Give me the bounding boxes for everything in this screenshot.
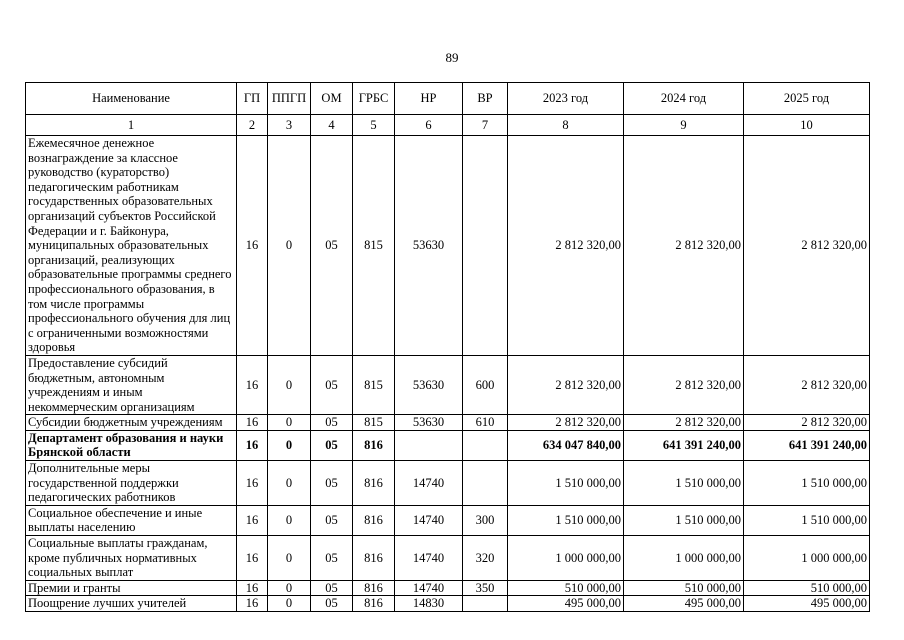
- ppgp-cell: 0: [268, 596, 311, 612]
- amount-2023: 2 812 320,00: [508, 136, 624, 356]
- row-name: Департамент образования и науки Брянской области: [26, 430, 237, 460]
- grbs-cell: 816: [353, 580, 395, 596]
- nr-cell: 53630: [395, 415, 463, 431]
- grbs-cell: 816: [353, 505, 395, 535]
- amount-2025: 2 812 320,00: [744, 136, 870, 356]
- budget-table: [25, 82, 870, 612]
- nr-cell: 14740: [395, 461, 463, 506]
- ppgp-cell: 0: [268, 136, 311, 356]
- vr-cell: 350: [463, 580, 508, 596]
- header-cell: ОМ: [311, 83, 353, 115]
- grbs-cell: 816: [353, 461, 395, 506]
- nr-cell: 53630: [395, 355, 463, 414]
- column-number: 8: [508, 115, 624, 136]
- amount-2024: 2 812 320,00: [624, 355, 744, 414]
- amount-2024: 495 000,00: [624, 596, 744, 612]
- amount-2023: 2 812 320,00: [508, 355, 624, 414]
- row-name: Социальные выплаты гражданам, кроме публичных нормативных социальных выплат: [26, 536, 237, 581]
- column-number: 3: [268, 115, 311, 136]
- gp-cell: 16: [237, 415, 268, 431]
- grbs-cell: 816: [353, 536, 395, 581]
- grbs-cell: 815: [353, 355, 395, 414]
- amount-2023: 2 812 320,00: [508, 415, 624, 431]
- header-cell: Наименование: [26, 83, 237, 115]
- grbs-cell: 815: [353, 415, 395, 431]
- column-number: 2: [237, 115, 268, 136]
- row-name: Дополнительные меры государственной поддержки педагогических работников: [26, 461, 237, 506]
- row-name: Предоставление субсидий бюджетным, автономным учреждениям и иным некоммерческим организациям: [26, 355, 237, 414]
- amount-2024: 510 000,00: [624, 580, 744, 596]
- column-number: 9: [624, 115, 744, 136]
- nr-cell: 14740: [395, 505, 463, 535]
- vr-cell: [463, 430, 508, 460]
- amount-2025: 2 812 320,00: [744, 415, 870, 431]
- gp-cell: 16: [237, 355, 268, 414]
- ppgp-cell: 0: [268, 430, 311, 460]
- header-row: [26, 83, 870, 115]
- header-cell: ППГП: [268, 83, 311, 115]
- om-cell: 05: [311, 136, 353, 356]
- table-row: [26, 536, 870, 581]
- amount-2025: 495 000,00: [744, 596, 870, 612]
- amount-2023: 634 047 840,00: [508, 430, 624, 460]
- grbs-cell: 816: [353, 596, 395, 612]
- nr-cell: 14740: [395, 536, 463, 581]
- gp-cell: 16: [237, 536, 268, 581]
- table-row: [26, 596, 870, 612]
- row-name: Премии и гранты: [26, 580, 237, 596]
- nr-cell: 14830: [395, 596, 463, 612]
- header-cell: НР: [395, 83, 463, 115]
- amount-2023: 495 000,00: [508, 596, 624, 612]
- ppgp-cell: 0: [268, 580, 311, 596]
- vr-cell: [463, 461, 508, 506]
- vr-cell: [463, 136, 508, 356]
- column-number: 1: [26, 115, 237, 136]
- amount-2023: 1 510 000,00: [508, 505, 624, 535]
- table-row: [26, 136, 870, 356]
- vr-cell: 320: [463, 536, 508, 581]
- header-cell: 2025 год: [744, 83, 870, 115]
- om-cell: 05: [311, 430, 353, 460]
- table-row: [26, 580, 870, 596]
- vr-cell: 300: [463, 505, 508, 535]
- grbs-cell: 816: [353, 430, 395, 460]
- om-cell: 05: [311, 461, 353, 506]
- amount-2025: 1 000 000,00: [744, 536, 870, 581]
- ppgp-cell: 0: [268, 415, 311, 431]
- om-cell: 05: [311, 580, 353, 596]
- column-number: 6: [395, 115, 463, 136]
- row-name: Поощрение лучших учителей: [26, 596, 237, 612]
- vr-cell: 600: [463, 355, 508, 414]
- amount-2024: 1 000 000,00: [624, 536, 744, 581]
- amount-2023: 1 000 000,00: [508, 536, 624, 581]
- header-cell: ГРБС: [353, 83, 395, 115]
- table-row: [26, 355, 870, 414]
- amount-2024: 2 812 320,00: [624, 136, 744, 356]
- column-number-row: [26, 115, 870, 136]
- row-name: Субсидии бюджетным учреждениям: [26, 415, 237, 431]
- table-row: [26, 461, 870, 506]
- amount-2024: 2 812 320,00: [624, 415, 744, 431]
- amount-2024: 1 510 000,00: [624, 505, 744, 535]
- header-cell: 2024 год: [624, 83, 744, 115]
- vr-cell: 610: [463, 415, 508, 431]
- ppgp-cell: 0: [268, 461, 311, 506]
- amount-2025: 1 510 000,00: [744, 505, 870, 535]
- nr-cell: 53630: [395, 136, 463, 356]
- ppgp-cell: 0: [268, 355, 311, 414]
- page-number: 89: [445, 50, 459, 65]
- vr-cell: [463, 596, 508, 612]
- om-cell: 05: [311, 536, 353, 581]
- header-cell: 2023 год: [508, 83, 624, 115]
- amount-2024: 1 510 000,00: [624, 461, 744, 506]
- column-number: 5: [353, 115, 395, 136]
- ppgp-cell: 0: [268, 536, 311, 581]
- amount-2025: 2 812 320,00: [744, 355, 870, 414]
- amount-2023: 1 510 000,00: [508, 461, 624, 506]
- column-number: 7: [463, 115, 508, 136]
- row-name: Ежемесячное денежное вознаграждение за классное руководство (кураторство) педагогическим работникам государственных образовательных организаций субъектов Российской Федерации и г. Байконура, муниципальных образовательных организаций, реализующих образовательные программы среднего профессионального образования, в том числе программы профессионального обучения для лиц с ограниченными возможностями здоровья: [26, 136, 237, 356]
- column-number: 10: [744, 115, 870, 136]
- grbs-cell: 815: [353, 136, 395, 356]
- row-name: Социальное обеспечение и иные выплаты населению: [26, 505, 237, 535]
- amount-2023: 510 000,00: [508, 580, 624, 596]
- gp-cell: 16: [237, 580, 268, 596]
- gp-cell: 16: [237, 430, 268, 460]
- column-number: 4: [311, 115, 353, 136]
- table-row: [26, 415, 870, 431]
- table-row: [26, 505, 870, 535]
- header-cell: ГП: [237, 83, 268, 115]
- amount-2025: 1 510 000,00: [744, 461, 870, 506]
- table-body: [26, 136, 870, 612]
- gp-cell: 16: [237, 136, 268, 356]
- amount-2025: 641 391 240,00: [744, 430, 870, 460]
- gp-cell: 16: [237, 461, 268, 506]
- nr-cell: [395, 430, 463, 460]
- table-row: [26, 430, 870, 460]
- om-cell: 05: [311, 596, 353, 612]
- amount-2024: 641 391 240,00: [624, 430, 744, 460]
- om-cell: 05: [311, 415, 353, 431]
- om-cell: 05: [311, 505, 353, 535]
- header-cell: ВР: [463, 83, 508, 115]
- gp-cell: 16: [237, 505, 268, 535]
- nr-cell: 14740: [395, 580, 463, 596]
- ppgp-cell: 0: [268, 505, 311, 535]
- amount-2025: 510 000,00: [744, 580, 870, 596]
- om-cell: 05: [311, 355, 353, 414]
- gp-cell: 16: [237, 596, 268, 612]
